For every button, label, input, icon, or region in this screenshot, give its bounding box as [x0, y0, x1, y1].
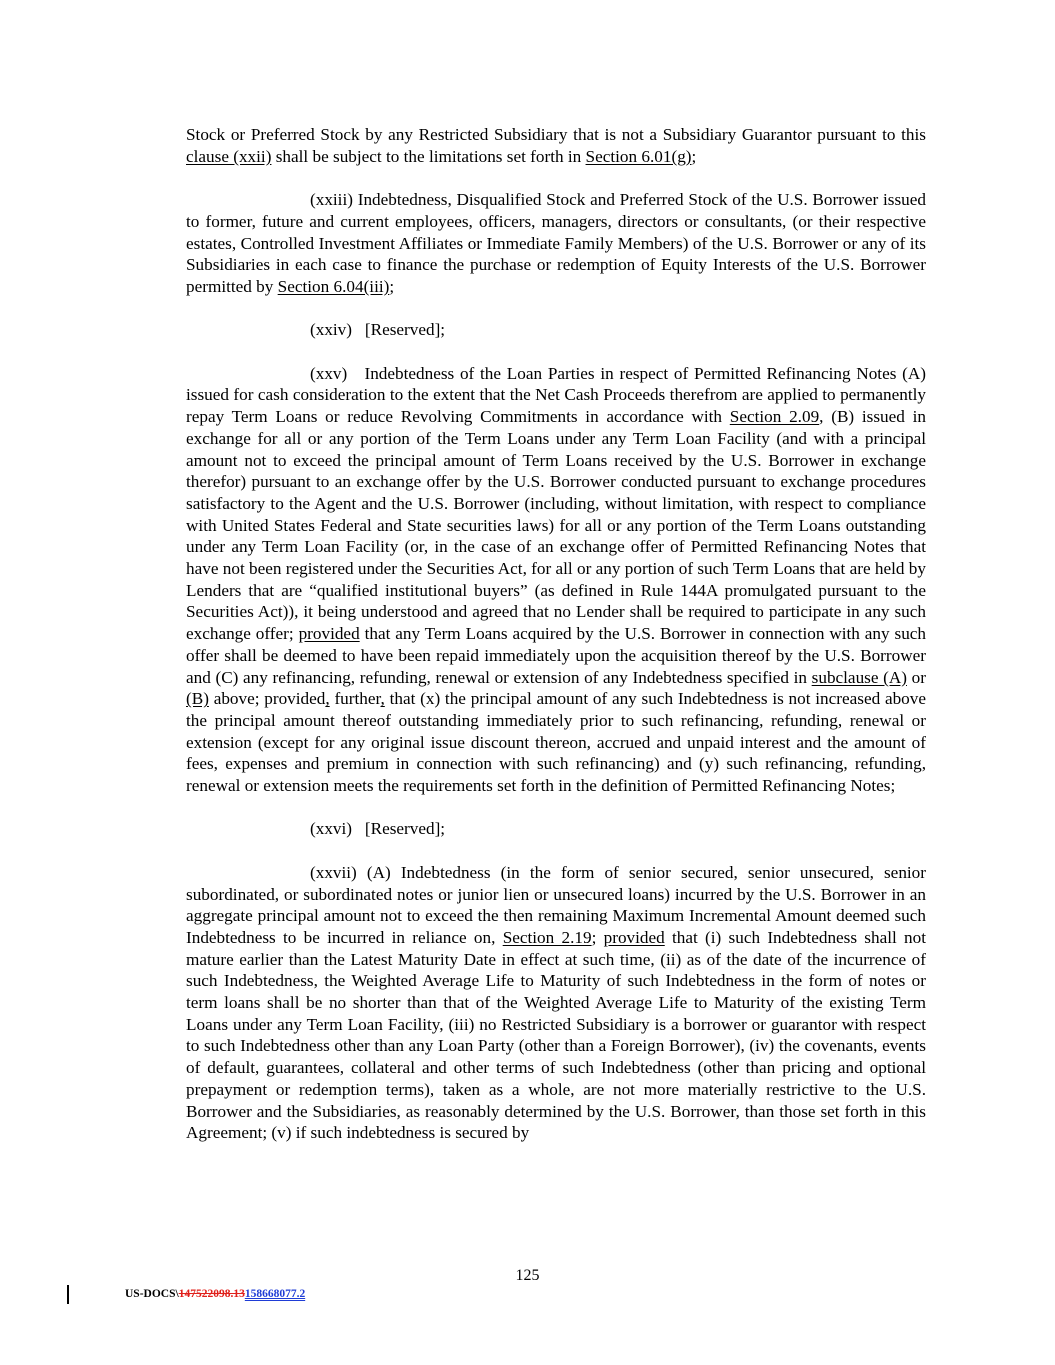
inserted-comma: , — [380, 689, 385, 709]
clause-number: (xxvi) — [310, 819, 353, 839]
page-number: 125 — [515, 1267, 540, 1284]
document-id — [125, 1288, 305, 1300]
text: Stock or Preferred Stock by any Restricted Subsidiary that is not a Subsidiary Guarantor pursuant to this — [186, 125, 926, 144]
text: [Reserved]; — [364, 819, 446, 839]
document-body — [186, 124, 926, 1166]
cross-reference: Section 2.19 — [502, 927, 592, 947]
clause-number: (xxvii) — [310, 862, 357, 882]
text: above; provided — [208, 689, 326, 709]
clause-number: (xxiv) — [310, 320, 353, 340]
text: or — [907, 667, 926, 687]
inserted-comma: , — [325, 689, 330, 709]
clause-xxvii — [186, 862, 926, 1144]
proviso: provided — [298, 624, 360, 644]
text: [Reserved]; — [364, 320, 446, 340]
cross-reference: subclause (A) — [811, 667, 907, 687]
cross-reference: Section 2.09 — [729, 407, 820, 427]
text: that (i) such Indebtedness shall not mature earlier than the Latest Maturity Date in effect at such time, (ii) as of the date of the incurrence of such Indebtedness, the Weighted Average Life to Maturity of such Indebtedness in the form of notes or term loans shall be no shorter than that of the Weighted Average Life to Maturity of the existing Term Loans under any Term Loan Facility, (iii) no Restricted Subsidiary is a borrower or guarantor with respect to such Indebtedness other than any Loan Party (other than a Foreign Borrower), (iv) the covenants, events of default, guarantees, collateral and other terms of such Indebtedness (other than pricing and optional prepayment or redemption terms), taken as a whole, are not more materially restrictive to the U.S. Borrower and the Subsidiaries, as reasonably determined by the U.S. Borrower, than those set forth in this Agreement; (v) if such indebtedness is secured by — [186, 927, 926, 1143]
cross-reference: Section 6.04(iii) — [277, 276, 390, 296]
text: Indebtedness of the Loan Parties in respect of Permitted Refinancing Notes (A) issued for cash consideration to the extent that the Net Cash Proceeds therefrom are applied to permanently repay Term Loans or reduce Revolving Commitments in accordance with — [186, 363, 926, 427]
text: (A) Indebtedness (in the form of senior secured, senior unsecured, senior subordinated, or subordinated notes or junior lien or unsecured loans) incurred by the U.S. Borrower in an aggregate principal amount not to exceed the then remaining Maximum Incremental Amount deemed such Indebtedness to be incurred in reliance on, — [186, 862, 926, 947]
text: ; — [691, 146, 697, 166]
cross-reference: Section 6.01(g) — [585, 146, 692, 166]
text: shall be subject to the limitations set forth in — [271, 146, 586, 166]
text: ; — [389, 276, 395, 296]
text: further — [329, 689, 381, 709]
text: Indebtedness, Disqualified Stock and Preferred Stock of the U.S. Borrower issued to former, future and current employees, officers, managers, directors or consultants, (or their respective estates, Controlled Investment Affiliates or Immediate Family Members) of the U.S. Borrower or any of its Subsidiaries in each case to finance the purchase or redemption of Equity Interests of the U.S. Borrower permitted by — [186, 190, 926, 296]
proviso: provided — [603, 927, 665, 947]
document-id-prefix: US-DOCS\ — [125, 1288, 179, 1300]
text: , (B) issued in exchange for all or any portion of the Term Loans under any Term Loan Facility (and with a principal amount not to exceed the principal amount of Term Loans received by the U.S. Borrower in exchange therefor) pursuant to an exchange offer by the U.S. Borrower conducted pursuant to exchange procedures satisfactory to the Agent and the U.S. Borrower (including, without limitation, with respect to compliance with United States Federal and State securities laws) for all or any portion of the Term Loans outstanding under any Term Loan Facility (or, in the case of an exchange offer of Permitted Refinancing Notes that have not been registered under the Securities Act, for all or any portion of such Term Loans that are held by Lenders that are “qualified institutional buyers” (as defined in Rule 144A promulgated pursuant to the Securities Act)), it being understood and agreed that no Lender shall be required to participate in any such exchange offer; — [186, 407, 926, 644]
clause-xxvi — [186, 818, 926, 840]
document-id-deleted: 147522098.13 — [178, 1288, 245, 1300]
text: ; — [591, 927, 604, 947]
change-bar — [67, 1285, 69, 1304]
clause-xxiv — [186, 319, 926, 341]
text: that (x) the principal amount of any such Indebtedness is not increased above the principal amount thereof outstanding immediately prior to such refinancing, refunding, renewal or extension (except for any original issue discount thereon, accrued and unpaid interest and the amount of fees, expenses and premium in connection with such refinancing) and (y) such refinancing, refunding, renewal or extension meets the requirements set forth in the definition of Permitted Refinancing Notes; — [186, 689, 926, 796]
clause-number: (xxv) — [310, 363, 348, 383]
paragraph-continuation — [186, 124, 926, 167]
document-id-inserted: 158668077.2 — [244, 1288, 306, 1300]
clause-xxiii — [186, 189, 926, 298]
clause-xxv — [186, 363, 926, 797]
text: that any Term Loans acquired by the U.S. Borrower in connection with any such offer shall be deemed to have been repaid immediately upon the acquisition thereof by the U.S. Borrower and (C) any refinancing, refunding, renewal or extension of any Indebtedness specified in — [186, 624, 927, 687]
clause-number: (xxiii) — [310, 190, 353, 210]
cross-reference: clause (xxii) — [186, 146, 272, 166]
cross-reference: (B) — [186, 689, 209, 709]
